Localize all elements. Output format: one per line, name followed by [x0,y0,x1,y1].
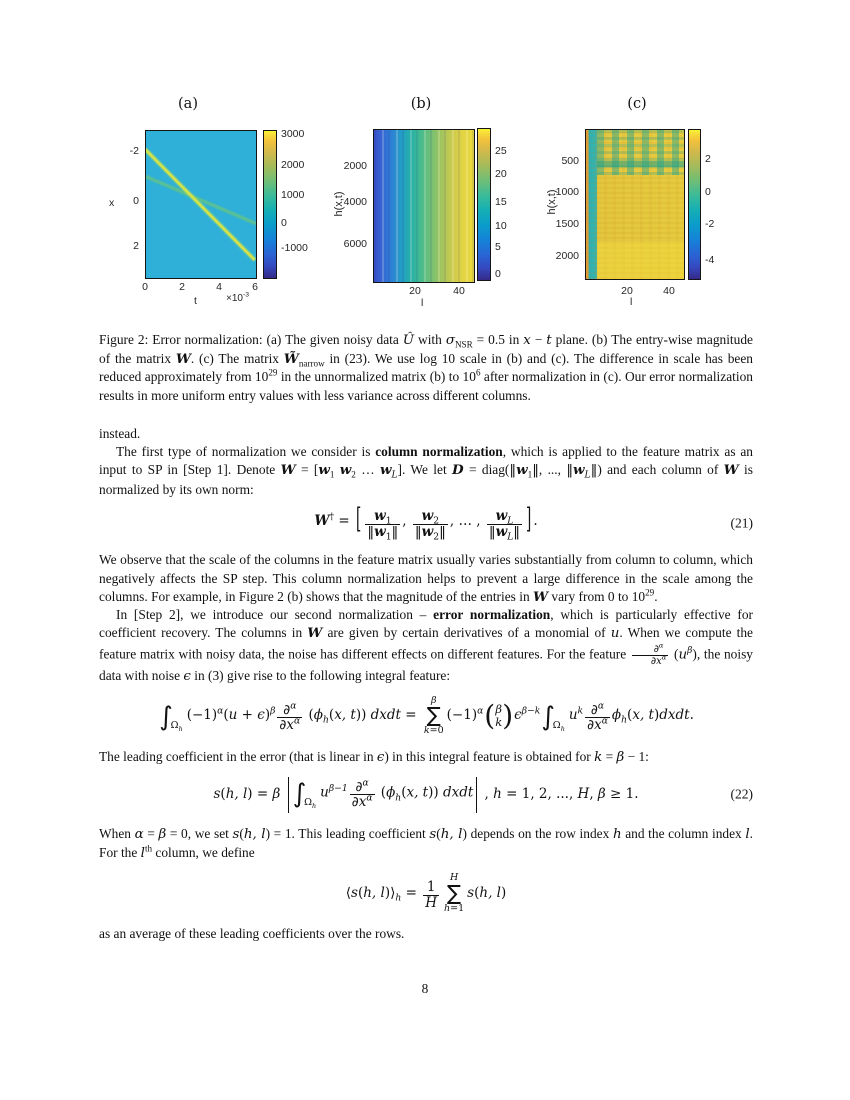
subfig-a-cbtick: 1000 [281,189,305,201]
heatmap-bright-region [597,242,684,279]
subfig-b-colorbar [477,128,491,281]
subfig-a-heatmap [145,130,257,279]
subfig-a-xtick: 2 [179,281,185,293]
subfig-c-ytick: 1500 [555,218,579,230]
subfig-b-ylabel: h(x,t) [333,191,345,217]
subfig-c-cbtick: 0 [705,186,711,198]
paragraph-leading-coefficient: The leading coefficient in the error (that is linear in ϵ) in this integral feature is obtained for k = β − 1: [99,748,649,765]
paragraph-error-normalization: In [Step 2], we introduce our second normalization – error normalization, which is particularly effective for coefficient recovery. The columns in W are given by certain derivatives of a monomial of u. When we compute the feature matrix with noisy data, the noise has different effects on different features. For the feature $\frac{\partial^\alpha}{\partial x^\alpha}$ $(u^\beta)$, the noisy data with noise ϵ in (3) give rise to the following integral feature: [99,607,754,684]
subfig-a-ytick: 2 [133,240,139,252]
subfig-a-ytick: -2 [129,145,139,157]
figure-2 [0,0,850,330]
subfig-b-xtick: 20 [409,285,421,297]
subfig-a-ylabel: x [109,197,115,209]
subfig-c-ytick: 2000 [555,250,579,262]
subfig-a-ytick: 0 [133,195,139,207]
subfig-c-colorbar [688,129,701,280]
subfig-a-cbtick: 0 [281,217,287,229]
subfig-a-cbtick: 2000 [281,159,305,171]
subfig-a-xlabel: t [194,295,197,307]
subfig-b-title: (b) [410,96,432,112]
heatmap-faint-ridge [145,175,256,225]
subfig-a-xtick: 6 [252,281,258,293]
subfig-c-xlabel: l [630,296,633,308]
paragraph-instead: instead. [99,425,141,441]
subfig-c-xtick: 20 [621,285,633,297]
subfig-c-cbtick: -4 [705,254,715,266]
subfig-a-cbtick: -1000 [281,242,308,254]
subfig-c-ylabel: h(x,t) [546,189,558,215]
paragraph-when-alpha-beta: When α = β = 0, we set s(h, l) = 1. This leading coefficient s(h, l) depends on the row index h and the column index l. For the $l^{th}$ column, we define [99,825,754,862]
subfig-c-cbtick: 2 [705,153,711,165]
equation-21-body: W† = [ $\frac{w_1}{‖w_1‖}$ , $\frac{w_2}{‖w_2‖}$ , … , $\frac{w_L}{‖w_L‖}$ ] . [314,503,538,543]
subfig-a-title: (a) [178,96,198,112]
subfig-b-ytick: 4000 [343,196,367,208]
figure-2-caption: Figure 2: Error normalization: (a) The given noisy data Û with $\sigma_{NSR} = 0.5$ in x − t plane. (b) The entry-wise magnitude of the matrix W. (c) The matrix $W̃_{narrow}$ in (23). We use log 10 scale in (b) and (c). The difference in scale has been reduced approximately from $10^{29}$ in the unnormalized matrix (b) to $10^6$ after normalization in (c). Our error normalization results in more uniform entry values with less variance across different columns. [99,332,753,403]
subfig-b-cbtick: 20 [495,168,507,180]
subfig-b-xlabel: l [421,297,424,309]
subfig-c-cbtick: -2 [705,218,715,230]
subfig-c-title: (c) [627,96,647,112]
equation-average-body: ⟨s(h, $l)⟩_h$ = $\frac{1}{H}$ H ∑ h=1 s(h, l) [345,872,507,914]
equation-22-body: s(h, l) = β $\int\Omega_hu^{\beta-1}$ $\frac{\partial^\alpha}{\partial x^\alpha}$ ($\phi_h(x$, t)) dxdt , h = 1, 2, ..., H, β ≥ 1. [213,786,638,802]
text-column [99,331,753,944]
heatmap-bright-ridge [145,148,256,261]
page-number: 8 [421,981,429,996]
paragraph-observe-scale: We observe that the scale of the columns in the feature matrix usually varies substantially from column to column, which negatively affects the SP step. This column normalization helps to prevent a large difference in the scale among the columns. For example, in Figure 2 (b) shows that the magnitude of the entries in W vary from 0 to $10^{29}$. [99,552,753,605]
subfig-a-xtick: 0 [142,281,148,293]
heatmap-teal-band [597,161,684,167]
equation-22-tag: (22) [730,786,753,802]
paragraph-average-note: as an average of these leading coefficients over the rows. [99,926,405,942]
subfig-b-cbtick: 5 [495,241,501,253]
subfig-c-xtick: 40 [663,285,675,297]
subfig-a-cbtick: 3000 [281,128,305,140]
subfig-b-ytick: 6000 [343,238,367,250]
subfig-b-xtick: 40 [453,285,465,297]
subfig-a-xtick: 4 [216,281,222,293]
equation-21 [99,503,753,543]
subfig-b-ytick: 2000 [343,160,367,172]
equation-average [99,873,753,913]
equation-integral-body: $\int\Omega_h(-1)^\alpha(u + \epsilon)^\beta$ $\frac{\partial^\alpha}{\partial x^\alpha}$ ($\phi_h(x$, t)) dxdt = β ∑ k=0 $(-1)^\alpha$ ( β k ) $\epsilon^{\beta-k}\int\Omega_hu^k$ $\frac{\partial^\alpha}{\partial x^\alpha}$ $\phi_h(x$, t)dxdt. [159,694,694,737]
equation-21-tag: (21) [730,515,753,531]
subfig-b-cbtick: 10 [495,220,507,232]
subfig-c-heatmap [585,129,685,280]
paragraph-column-normalization: The first type of normalization we consider is column normalization, which is applied to the feature matrix as an input to SP in [Step 1]. Denote $W = [w_1$ $w_2$ … $w_L$]. We let $D = diag(‖w_1‖$, ..., $‖w_L‖$) and each column of W is normalized by its own norm: [99,444,754,497]
subfig-b-cbtick: 15 [495,196,507,208]
subfig-b-cbtick: 0 [495,268,501,280]
subfig-c-ytick: 1000 [555,186,579,198]
equation-integral-feature [99,696,753,736]
subfig-a-colorbar [263,130,277,279]
equation-22 [99,777,753,813]
subfig-b-heatmap [373,129,475,283]
subfig-a-axis-exponent: $\times 10^{-3}$ [226,291,250,304]
subfig-b-cbtick: 25 [495,145,507,157]
heatmap-mottled-region [597,130,684,175]
subfig-c-ytick: 500 [561,155,579,167]
